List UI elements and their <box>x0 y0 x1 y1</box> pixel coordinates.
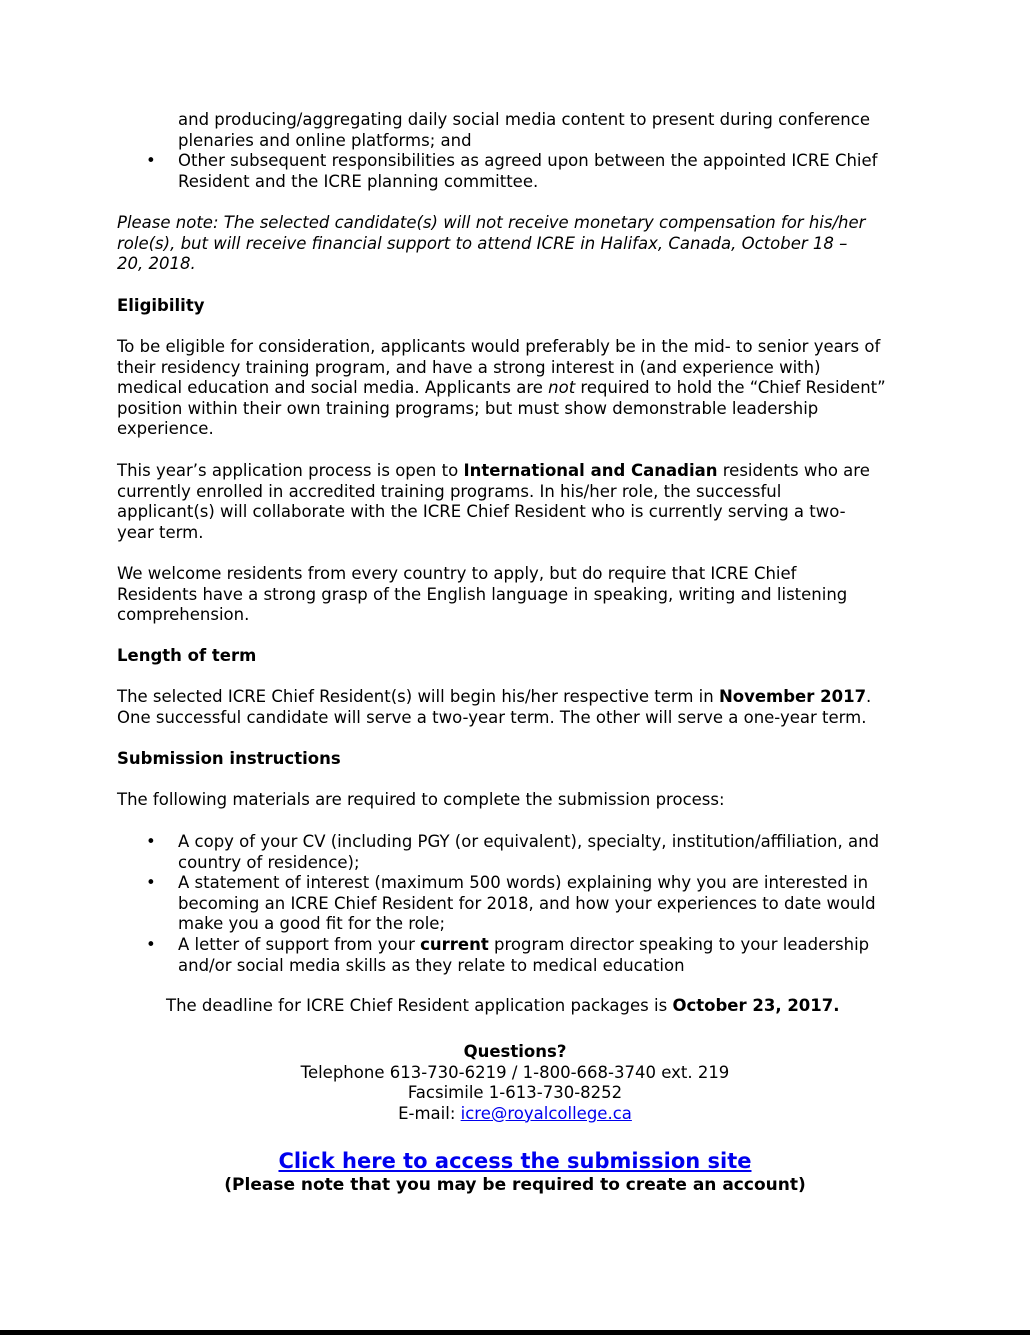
term-heading: Length of term <box>117 646 257 665</box>
text-line: make you a good fit for the role; <box>178 914 446 934</box>
eligibility-paragraph-2 <box>117 461 917 543</box>
list-item <box>117 935 917 976</box>
emphasis-international: International and Canadian <box>463 461 718 480</box>
text-line: year term. <box>117 522 204 542</box>
text-line: becoming an ICRE Chief Resident for 2018, and how your experiences to date would <box>178 893 876 913</box>
text-line: comprehension. <box>117 605 250 625</box>
text-line: country of residence); <box>178 852 360 872</box>
submission-intro: The following materials are required to complete the submission process: <box>117 790 725 809</box>
email-label: E-mail: <box>398 1103 461 1123</box>
text-line: To be eligible for consideration, applicants would preferably be in the mid- to senior years of <box>117 337 881 356</box>
text-line: plenaries and online platforms; and <box>178 130 472 150</box>
deadline-date: October 23, 2017. <box>672 996 840 1015</box>
text-line: experience. <box>117 419 214 439</box>
text-line: Resident and the ICRE planning committee. <box>178 171 539 191</box>
questions-heading: Questions? <box>463 1042 567 1061</box>
text-line: and producing/aggregating daily social media content to present during conference <box>178 110 870 129</box>
compensation-note <box>117 213 917 275</box>
text-span: The deadline for ICRE Chief Resident application packages is <box>166 996 673 1015</box>
text-line: 20, 2018. <box>117 254 196 274</box>
text-span: residents who are <box>717 461 870 480</box>
text-span: required to hold the “Chief Resident” <box>575 378 886 398</box>
list-item <box>117 873 917 935</box>
bullet-icon: • <box>146 934 156 954</box>
text-line <box>117 687 917 708</box>
text-line <box>117 378 917 399</box>
text-line: We welcome residents from every country to apply, but do require that ICRE Chief <box>117 564 797 583</box>
list-item <box>117 832 917 873</box>
text-span: medical education and social media. Applicants are <box>117 378 549 398</box>
text-line: Other subsequent responsibilities as agreed upon between the appointed ICRE Chief <box>178 151 878 170</box>
text-span: This year’s application process is open to <box>117 461 464 480</box>
text-line: position within their own training programs; but must show demonstrable leadership <box>117 398 819 418</box>
term-paragraph <box>117 687 917 728</box>
text-line: and/or social media skills as they relate to medical education <box>178 955 685 975</box>
responsibility-list <box>117 151 917 192</box>
text-line: Residents have a strong grasp of the English language in speaking, writing and listening <box>117 584 848 604</box>
text-line: One successful candidate will serve a two-year term. The other will serve a one-year term. <box>117 707 867 727</box>
email-line <box>0 1104 1030 1125</box>
telephone-line: Telephone 613-730-6219 / 1-800-668-3740 ext. 219 <box>300 1062 730 1082</box>
eligibility-paragraph-1 <box>117 337 917 440</box>
text-line: their residency training program, and have a strong interest in (and experience with) <box>117 357 821 377</box>
text-line: currently enrolled in accredited training programs. In his/her role, the successful <box>117 481 782 501</box>
bullet-icon: • <box>146 151 156 170</box>
deadline-line <box>166 996 966 1017</box>
emphasis-current: current <box>420 934 489 954</box>
submission-cta <box>0 1148 1030 1174</box>
submission-heading: Submission instructions <box>117 749 341 768</box>
text-line: A copy of your CV (including PGY (or equivalent), specialty, institution/affiliation, and <box>178 832 880 851</box>
bullet-icon: • <box>146 873 156 893</box>
bullet-icon: • <box>146 832 156 851</box>
bullet-continuation <box>178 110 978 151</box>
contact-block <box>0 1042 1030 1124</box>
text-span: . <box>866 687 872 706</box>
text-line: Please note: The selected candidate(s) will not receive monetary compensation for his/her <box>117 213 866 232</box>
submission-site-link[interactable]: Click here to access the submission site <box>278 1149 752 1173</box>
materials-list <box>117 832 917 976</box>
eligibility-heading: Eligibility <box>117 296 205 315</box>
facsimile-line: Facsimile 1-613-730-8252 <box>407 1083 623 1103</box>
email-link[interactable]: icre@royalcollege.ca <box>460 1103 632 1123</box>
text-line <box>117 461 917 482</box>
text-line: A statement of interest (maximum 500 words) explaining why you are interested in <box>178 873 869 893</box>
list-item <box>117 151 917 192</box>
text-line: applicant(s) will collaborate with the ICRE Chief Resident who is currently serving a two- <box>117 502 846 522</box>
eligibility-paragraph-3 <box>117 564 917 626</box>
text-span: program director speaking to your leadership <box>488 934 870 954</box>
text-line <box>178 935 917 956</box>
page-bottom-border <box>0 1330 1030 1335</box>
account-note: (Please note that you may be required to create an account) <box>224 1175 806 1195</box>
text-span: A letter of support from your <box>178 934 421 954</box>
text-line: role(s), but will receive financial support to attend ICRE in Halifax, Canada, October 18 – <box>117 233 848 253</box>
emphasis-start-date: November 2017 <box>718 687 867 706</box>
emphasis-not: not <box>548 378 576 398</box>
text-span: The selected ICRE Chief Resident(s) will begin his/her respective term in <box>117 687 719 706</box>
